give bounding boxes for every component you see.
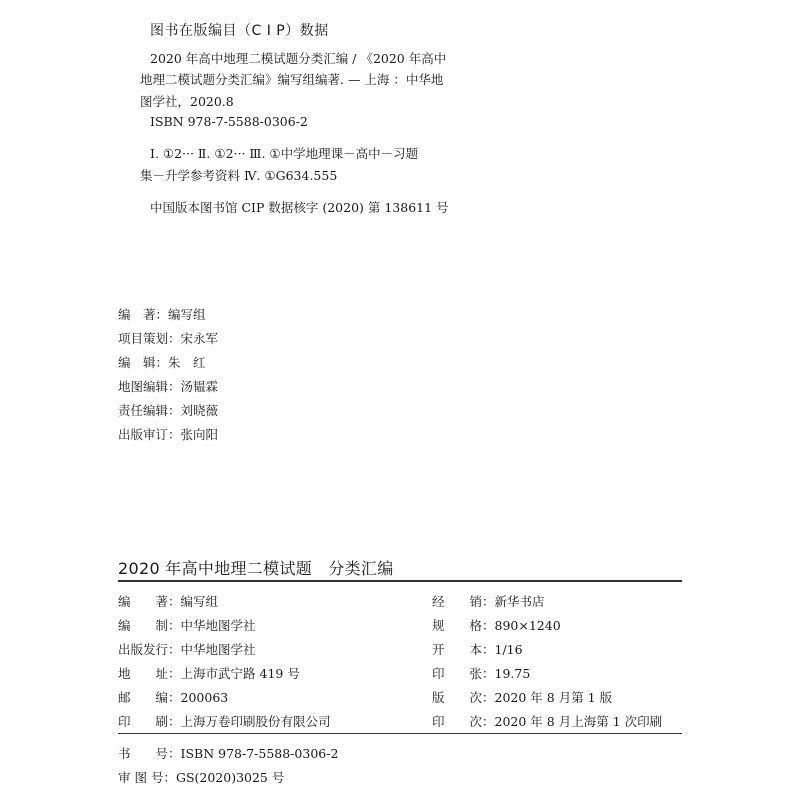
credit-row [118, 329, 218, 347]
info-row [118, 640, 256, 658]
cip-title: 图书在版编目（C I P）数据 [150, 23, 329, 39]
credit-row [118, 305, 206, 323]
credit-label: 地图编辑： [118, 379, 181, 394]
cip-classification-line: Ⅰ. ①2··· Ⅱ. ①2··· Ⅲ. ①中学地理课－高中－习题 [150, 146, 419, 161]
info-label: 开 本： [432, 642, 495, 657]
info-value: 890×1240 [494, 618, 561, 633]
info-label: 印 次： [432, 714, 495, 729]
isbn-label: 书 号： [118, 746, 181, 761]
info-value: 中华地图学社 [180, 642, 256, 657]
info-value: 编写组 [180, 594, 219, 609]
info-label: 出版发行： [118, 642, 181, 657]
info-value: 2020 年 8 月第 1 版 [494, 690, 613, 705]
credit-label: 责任编辑： [118, 403, 181, 418]
info-row [118, 664, 300, 682]
info-value: 200063 [180, 690, 229, 705]
map-review-row [118, 768, 284, 786]
info-row [432, 640, 523, 658]
credit-row [118, 425, 218, 443]
info-value: 上海市武宁路 419 号 [180, 666, 300, 681]
credit-value: 宋永军 [180, 331, 219, 346]
credit-value: 刘晓薇 [180, 403, 219, 418]
title-divider [118, 580, 682, 582]
info-row [432, 688, 612, 706]
info-value: 19.75 [494, 666, 531, 681]
map-review-label: 审 图 号： [118, 770, 176, 785]
info-label: 邮 编： [118, 690, 181, 705]
cip-isbn-line: ISBN 978-7-5588-0306-2 [150, 114, 308, 129]
info-value: 中华地图学社 [180, 618, 256, 633]
credit-label: 编 著： [118, 307, 169, 322]
info-row [118, 712, 331, 730]
info-divider [118, 733, 682, 734]
credit-label: 编 辑： [118, 355, 169, 370]
info-label: 编 著： [118, 594, 181, 609]
info-value: 1/16 [494, 642, 523, 657]
credit-row [118, 353, 206, 371]
credit-label: 出版审订： [118, 427, 181, 442]
cip-entry-line: 地理二模试题分类汇编》编写组编著. — 上海 ：中华地 [140, 72, 444, 87]
credit-value: 编写组 [168, 307, 206, 322]
cip-entry-line: 2020 年高中地理二模试题分类汇编 / 《2020 年高中 [150, 51, 447, 66]
info-row [118, 592, 218, 610]
info-label: 印 张： [432, 666, 495, 681]
credit-row [118, 377, 218, 395]
info-label: 版 次： [432, 690, 495, 705]
cip-classification-line: 集－升学参考资料 Ⅳ. ①G634.555 [140, 168, 338, 183]
info-value: 2020 年 8 月上海第 1 次印刷 [494, 714, 663, 729]
cip-data-number: 中国版本图书馆 CIP 数据核字 (2020) 第 138611 号 [150, 200, 449, 215]
credit-value: 朱 红 [168, 355, 206, 370]
info-row [118, 616, 256, 634]
book-title: 2020 年高中地理二模试题 分类汇编 [118, 559, 394, 578]
info-value: 新华书店 [494, 594, 545, 609]
info-row [432, 712, 662, 730]
info-label: 经 销： [432, 594, 495, 609]
credit-row [118, 401, 218, 419]
info-label: 地 址： [118, 666, 181, 681]
map-review-value: GS(2020)3025 号 [175, 770, 285, 785]
info-row [432, 616, 561, 634]
credit-label: 项目策划： [118, 331, 181, 346]
info-label: 规 格： [432, 618, 495, 633]
info-value: 上海万卷印刷股份有限公司 [180, 714, 331, 729]
credit-value: 汤韫霖 [180, 379, 219, 394]
info-row [118, 688, 228, 706]
info-label: 编 制： [118, 618, 181, 633]
cip-entry-line: 图学社，2020.8 [140, 94, 234, 109]
info-row [432, 664, 530, 682]
info-row [432, 592, 545, 610]
isbn-row [118, 744, 338, 762]
credit-value: 张向阳 [180, 427, 219, 442]
info-label: 印 刷： [118, 714, 181, 729]
isbn-value: ISBN 978-7-5588-0306-2 [180, 746, 339, 761]
